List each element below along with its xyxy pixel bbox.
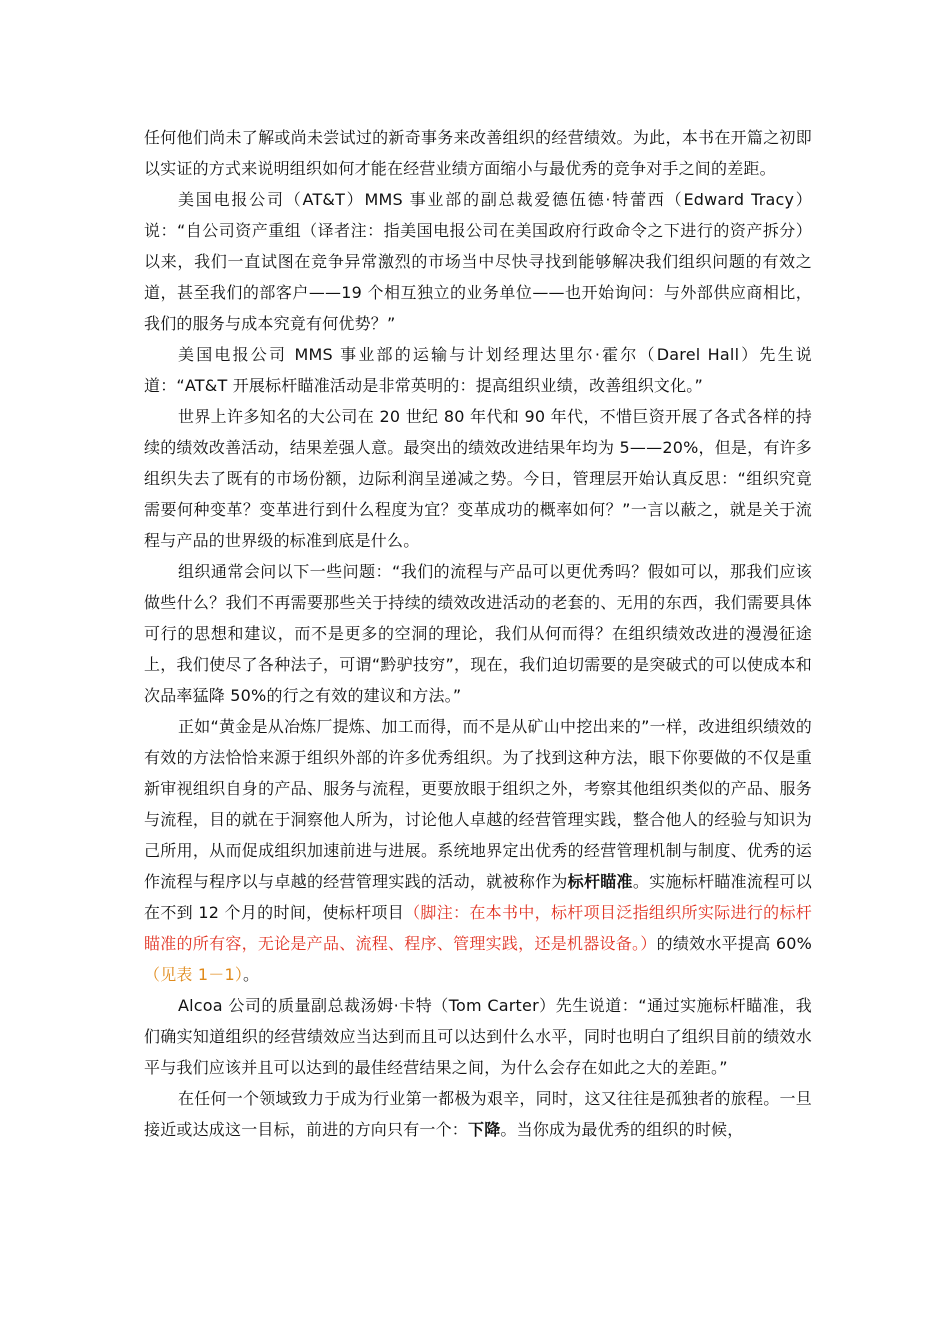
- term-benchmarking: 标杆瞄准: [567, 872, 633, 891]
- paragraph-6-text-b: 。实施标杆瞄准流程可以在不到 12 个月的时间，使标杆项目: [144, 872, 813, 922]
- paragraph-6-text-c: 的绩效水平提高 60%: [656, 934, 812, 953]
- paragraph-6: [144, 711, 812, 990]
- paragraph-8-text-b: 。当你成为最优秀的组织的时候，: [500, 1120, 744, 1139]
- table-reference: （见表 1－1）: [144, 965, 244, 984]
- paragraph-8-text-a: 在任何一个领域致力于成为行业第一都极为艰辛，同时，这又往往是孤独者的旅程。一旦接近或达成这一目标，前进的方向只有一个：: [144, 1089, 812, 1139]
- paragraph-6-text-a: 正如“黄金是从冶炼厂提炼、加工而得，而不是从矿山中挖出来的”一样，改进组织绩效的有效的方法恰恰来源于组织外部的许多优秀组织。为了找到这种方法，眼下你要做的不仅是重新审视组织自身的产品、服务与流程，更要放眼于组织之外，考察其他组织类似的产品、服务与流程，目的就在于洞察他人所为，讨论他人卓越的经营管理实践，整合他人的经验与知识为己所用，从而促成组织加速前进与进展。系统地界定出优秀的经营管理机制与制度、优秀的运作流程与程序以与卓越的经营管理实践的活动，就被称作为: [144, 717, 812, 891]
- paragraph-3: 美国电报公司 MMS 事业部的运输与计划经理达里尔·霍尔（Darel Hall）先生说道：“AT&T 开展标杆瞄准活动是非常英明的：提高组织业绩，改善组织文化。”: [144, 345, 812, 395]
- term-decline: 下降: [468, 1120, 501, 1139]
- paragraph-6-text-d: 。: [243, 965, 260, 984]
- paragraph-7: Alcoa 公司的质量副总裁汤姆·卡特（Tom Carter）先生说道：“通过实施标杆瞄准，我们确实知道组织的经营绩效应当达到而且可以达到什么水平，同时也明白了组织目前的绩效水平与我们应该并且可以达到的最佳经营结果之间，为什么会存在如此之大的差距。”: [144, 996, 812, 1077]
- paragraph-1: 任何他们尚未了解或尚未尝试过的新奇事务来改善组织的经营绩效。为此，本书在开篇之初即以实证的方式来说明组织如何才能在经营业绩方面缩小与最优秀的竞争对手之间的差距。: [144, 128, 812, 178]
- document-body: [144, 122, 812, 1145]
- footnote-note: （脚注：在本书中，标杆项目泛指组织所实际进行的标杆瞄准的所有容，无论是产品、流程、程序、管理实践，还是机器设备。）: [144, 903, 812, 953]
- paragraph-4: 世界上许多知名的大公司在 20 世纪 80 年代和 90 年代，不惜巨资开展了各式各样的持续的绩效改善活动，结果差强人意。最突出的绩效改进结果年均为 5——20%，但是，有许多组织失去了既有的市场份额，边际利润呈递减之势。今日，管理层开始认真反思：“组织究竟需要何种变革？变革进行到什么程度为宜？变革成功的概率如何？”一言以蔽之，就是关于流程与产品的世界级的标准到底是什么。: [144, 407, 812, 550]
- paragraph-2: 美国电报公司（AT&T）MMS 事业部的副总裁爱德伍德·特蕾西（Edward Tracy）说：“自公司资产重组（译者注：指美国电报公司在美国政府行政命令之下进行的资产拆分）以来，我们一直试图在竞争异常激烈的市场当中尽快寻找到能够解决我们组织问题的有效之道，甚至我们的部客户——19 个相互独立的业务单位——也开始询问：与外部供应商相比，我们的服务与成本究竟有何优势？”: [144, 190, 812, 333]
- paragraph-5: 组织通常会问以下一些问题：“我们的流程与产品可以更优秀吗？假如可以，那我们应该做些什么？我们不再需要那些关于持续的绩效改进活动的老套的、无用的东西，我们需要具体可行的思想和建议，而不是更多的空洞的理论，我们从何而得？在组织绩效改进的漫漫征途上，我们使尽了各种法子，可谓“黔驴技穷”，现在，我们迫切需要的是突破式的可以使成本和次品率猛降 50%的行之有效的建议和方法。”: [144, 562, 812, 705]
- paragraph-8: [144, 1083, 812, 1145]
